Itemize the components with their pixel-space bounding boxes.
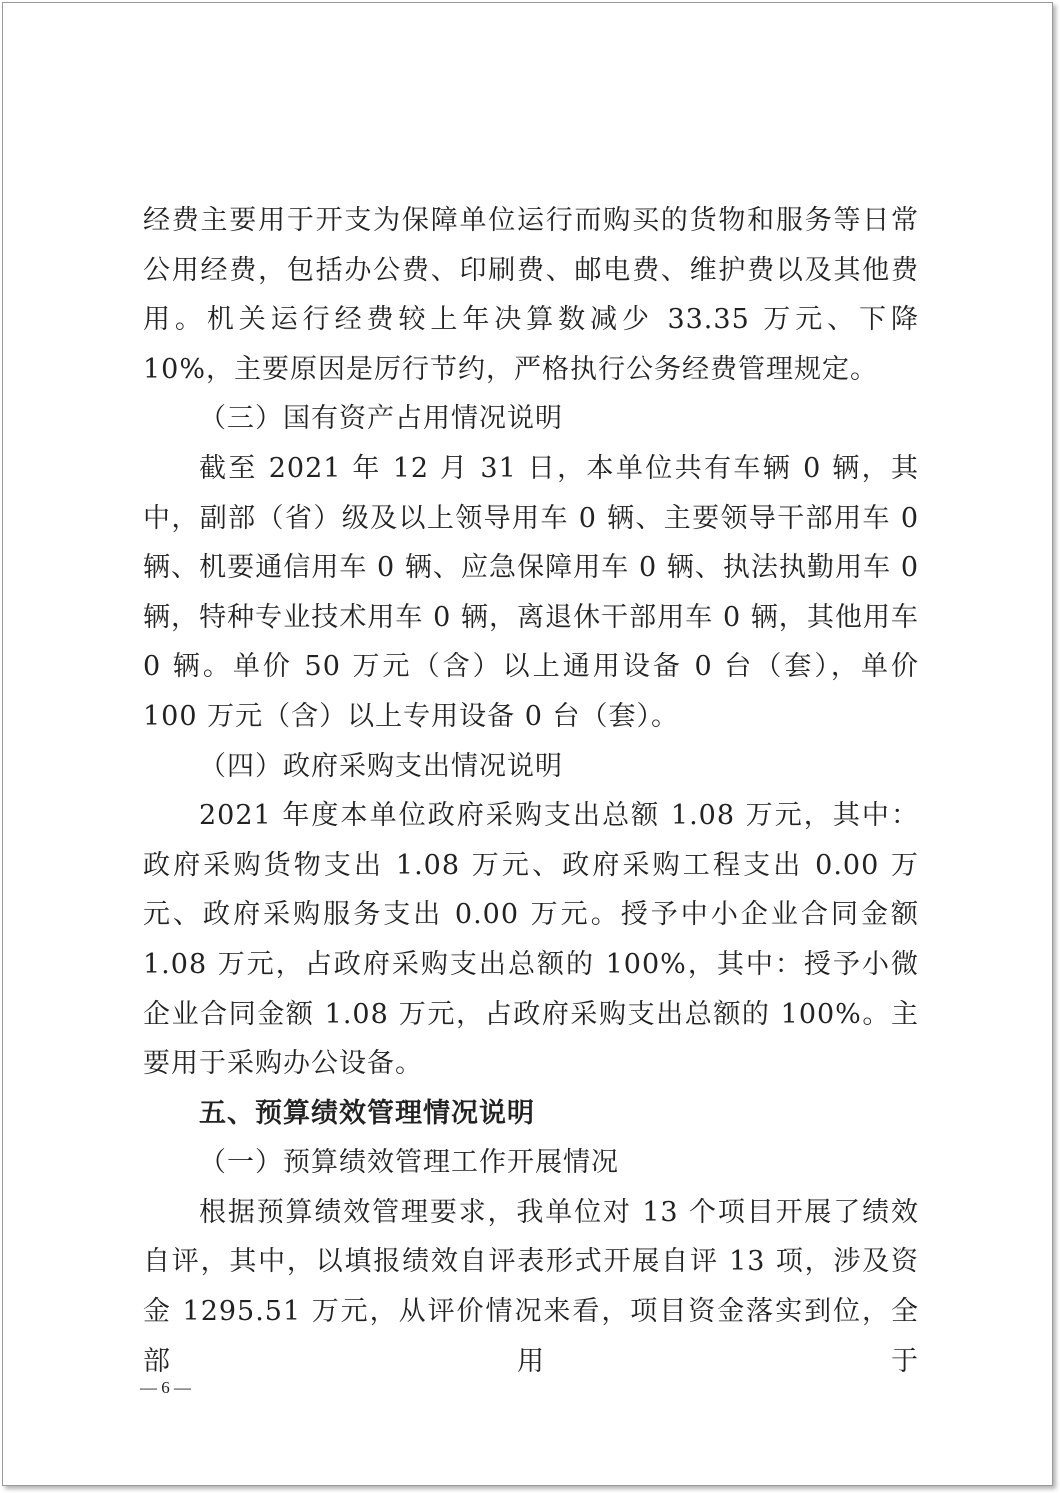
page-number: — 6 —	[140, 1378, 191, 1397]
paragraph-operating-expenses: 经费主要用于开支为保障单位运行而购买的货物和服务等日常公用经费，包括办公费、印刷费、邮电费、维护费以及其他费用。机关运行经费较上年决算数减少 33.35 万元、下降 10%，主要原因是厉行节约，严格执行公务经费管理规定。	[143, 205, 919, 385]
heading-section-five: 五、预算绩效管理情况说明	[199, 1097, 535, 1129]
paragraph-state-assets: 截至 2021 年 12 月 31 日，本单位共有车辆 0 辆，其中，副部（省）级及以上领导用车 0 辆、主要领导干部用车 0 辆、机要通信用车 0 辆、应急保障用车 0 辆、执法执勤用车 0 辆，特种专业技术用车 0 辆，离退休干部用车 0 辆，其他用车 0 辆。单价 50 万元（含）以上通用设备 0 台（套），单价 100 万元（含）以上专用设备 0 台（套）。	[143, 452, 919, 732]
heading-performance-management: （一）预算绩效管理工作开展情况	[199, 1147, 619, 1179]
heading-state-assets: （三）国有资产占用情况说明	[199, 403, 563, 435]
body-text	[143, 196, 919, 1386]
heading-government-procurement: （四）政府采购支出情况说明	[199, 750, 563, 782]
paragraph-performance-management: 根据预算绩效管理要求，我单位对 13 个项目开展了绩效自评，其中，以填报绩效自评表形式开展自评 13 项，涉及资金 1295.51 万元，从评价情况来看，项目资金落实到位，全部用于	[143, 1196, 919, 1377]
paragraph-government-procurement: 2021 年度本单位政府采购支出总额 1.08 万元，其中：政府采购货物支出 1.08 万元、政府采购工程支出 0.00 万元、政府采购服务支出 0.00 万元。授予中小企业合同金额 1.08 万元，占政府采购支出总额的 100%，其中：授予小微企业合同金额 1.08 万元，占政府采购支出总额的 100%。主要用于采购办公设备。	[143, 800, 919, 1080]
